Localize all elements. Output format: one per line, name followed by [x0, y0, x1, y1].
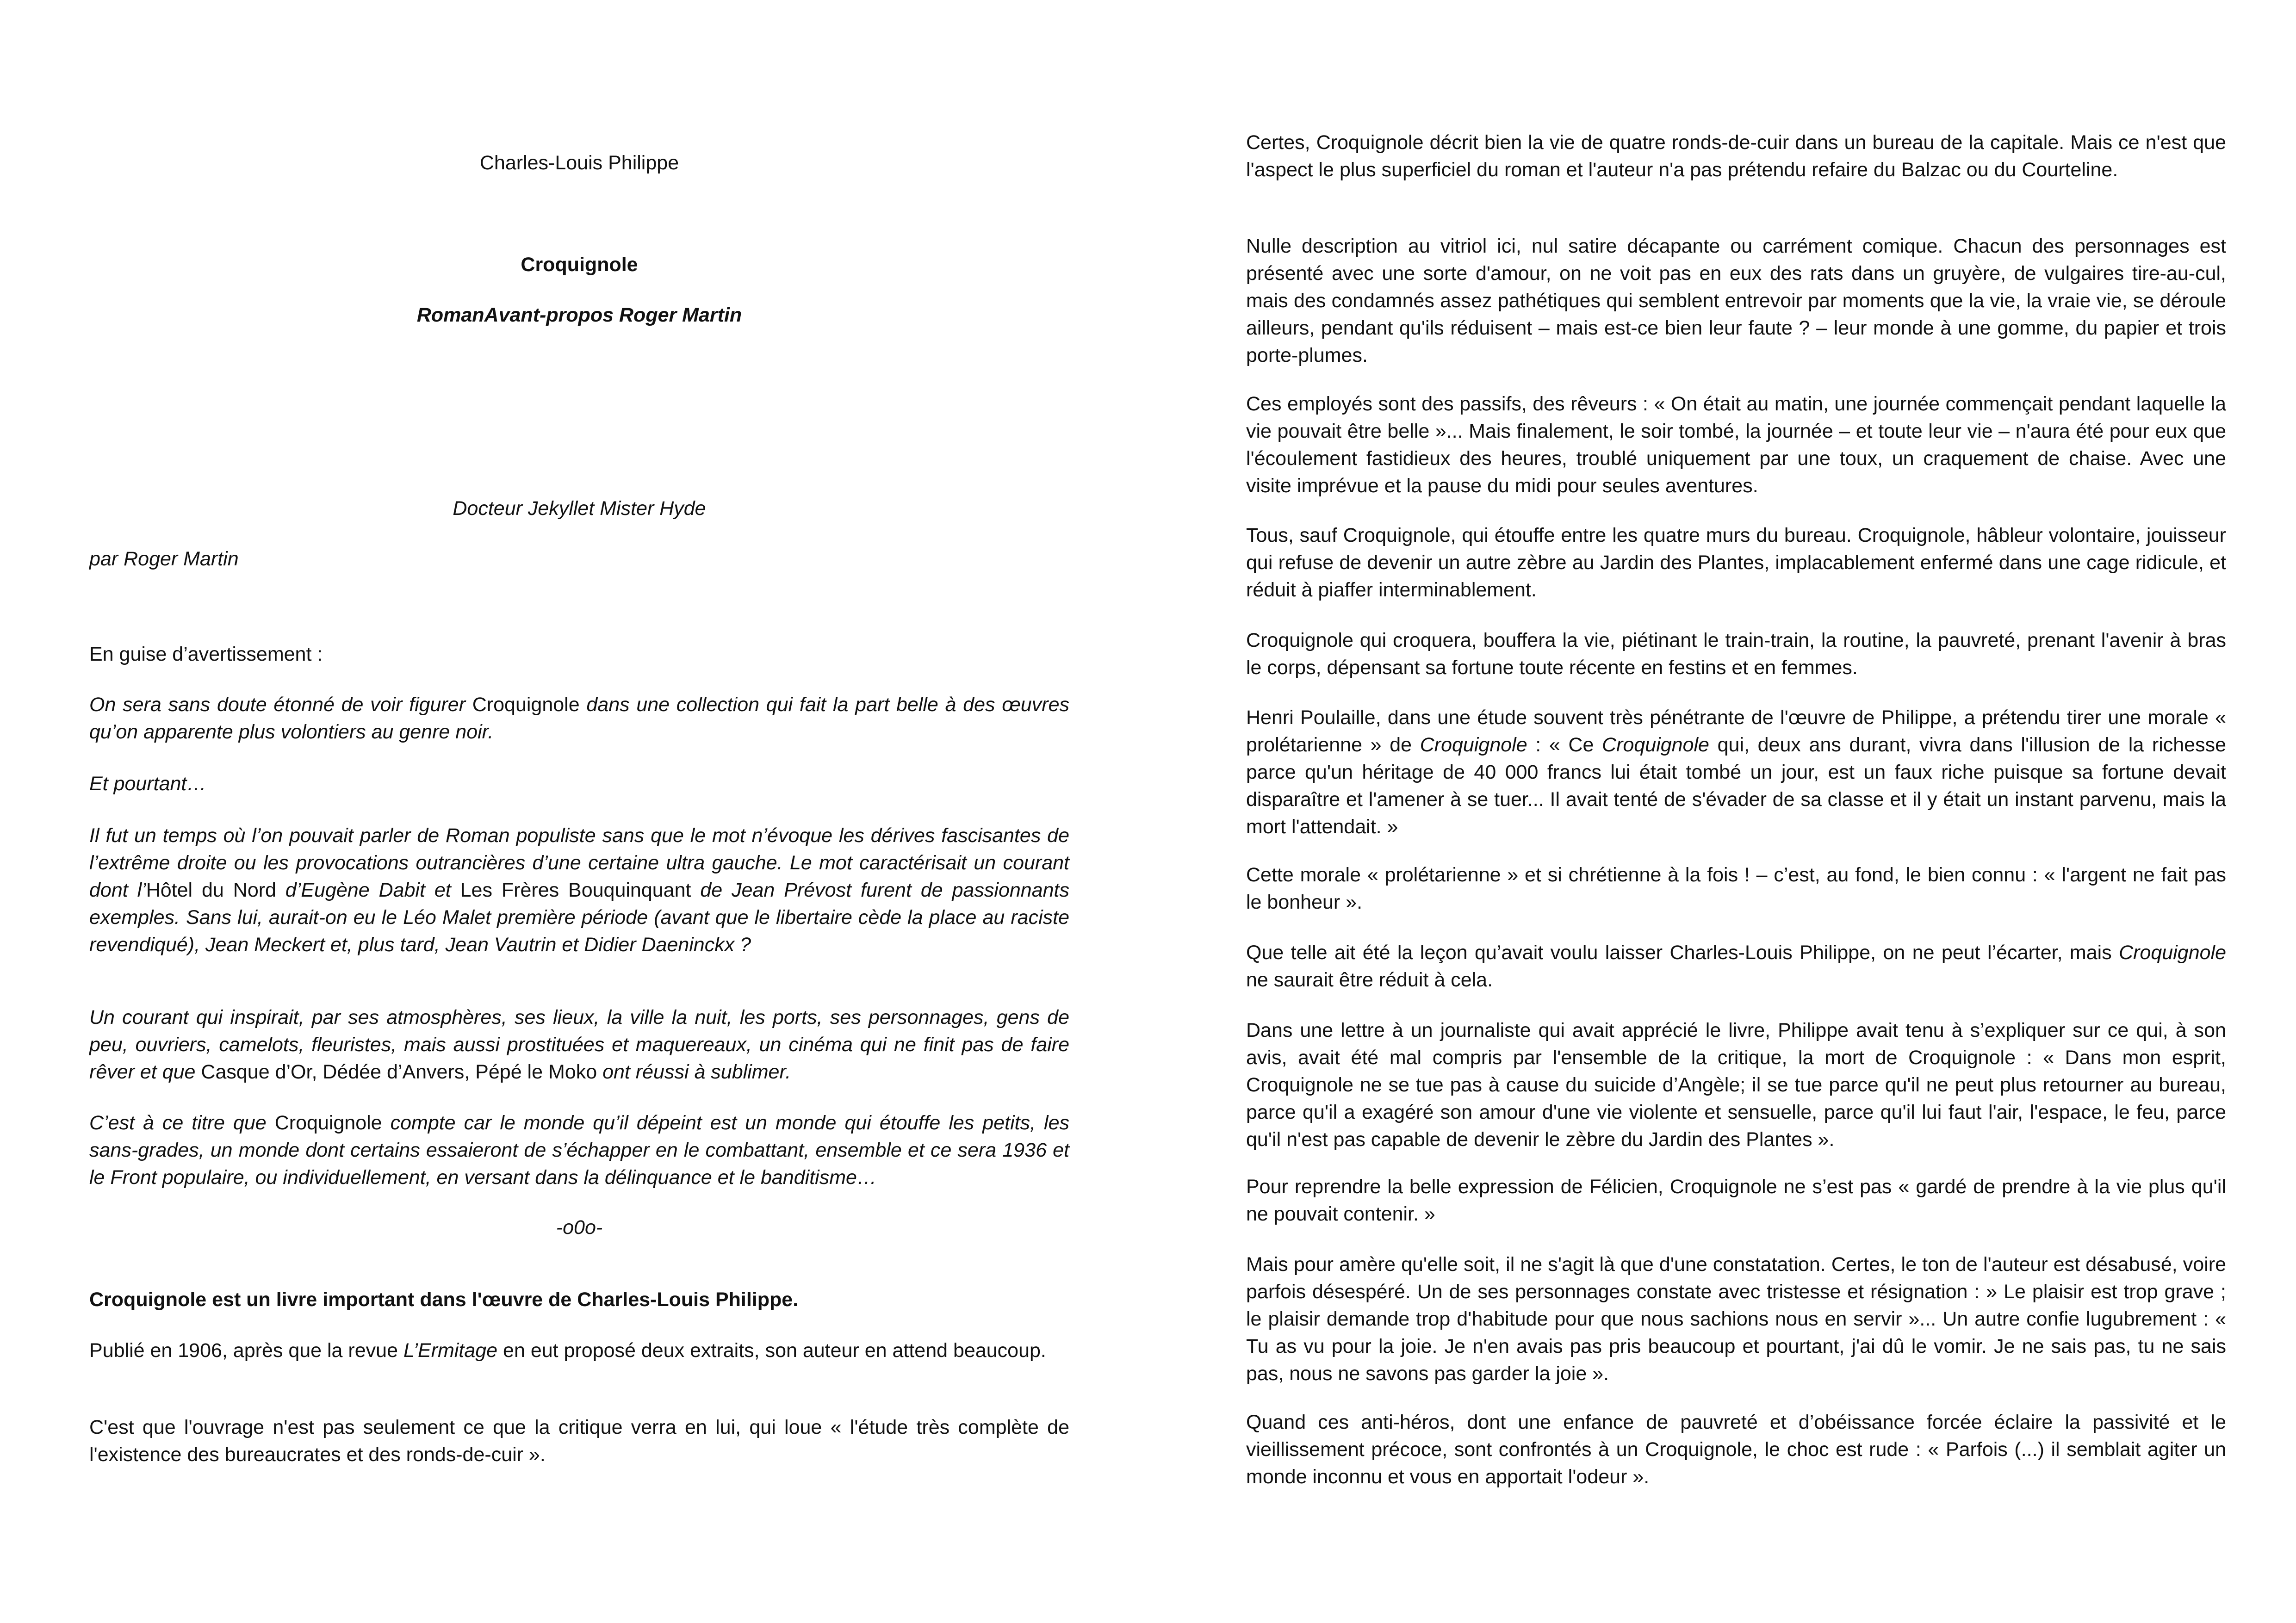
paragraph-r2: Nulle description au vitriol ici, nul satire décapante ou carrément comique. Chacun des personnages est présenté avec une sorte d'amour, on ne voit pas en eux des rats dans un gruyère, de vulgaires tire-au-cul, mais des condamnés assez pathétiques qui semblent entrevoir par moments que la vie, la vraie vie, se déroule ailleurs, pendant qu'ils réduisent – mais est-ce bien leur faute ? – leur monde à une gomme, du papier et trois porte-plumes.	[1246, 235, 2226, 366]
text-run: en eut proposé deux extraits, son auteur en attend beaucoup.	[497, 1339, 1046, 1362]
paragraph-3	[89, 822, 1069, 959]
text-run: Publié en 1906, après que la revue	[89, 1339, 403, 1362]
text-run: L’Ermitage	[403, 1339, 498, 1362]
text-run: qui, deux ans durant, vivra dans l'illusion de la richesse parce qu'un héritage de 40 000 francs lui était tombé un jour, est un faux riche puisque sa fortune devait disparaître et l'amener à se tuer... Il avait tenté de s'évader de sa classe et il y était un instant parvenu, mais la mort l'attendait. »	[1246, 734, 2227, 838]
paragraph-r7: Cette morale « prolétarienne » et si chrétienne à la fois ! – c’est, au fond, le bien connu : « l'argent ne fait pas le bonheur ».	[1246, 864, 2226, 913]
paragraph-r8	[1246, 939, 2226, 994]
text-run: Que telle ait été la leçon qu’avait voulu laisser Charles-Louis Philippe, on ne peut l’écarter, mais	[1246, 942, 2119, 964]
paragraph-r6	[1246, 704, 2226, 841]
paragraph-r12: Quand ces anti-héros, dont une enfance de pauvreté et d’obéissance forcée éclaire la passivité et le vieillissement précoce, sont confrontés à un Croquignole, le choc est rude : « Parfois (...) il semblait agiter un monde inconnu et vous en apportait l'odeur ».	[1246, 1411, 2226, 1488]
foreword-heading: En guise d’avertissement :	[89, 643, 323, 665]
author-name: Charles-Louis Philippe	[479, 152, 679, 174]
text-run: Henri Poulaille, dans une étude souvent très pénétrante de l'œuvre de Philippe, a prétendu tirer une morale « prolétarienne » de	[1246, 706, 2226, 756]
series-title: Docteur Jekyllet Mister Hyde	[453, 497, 706, 520]
paragraph-r10: Pour reprendre la belle expression de Félicien, Croquignole ne s’est pas « gardé de prendre à la vie plus qu'il ne pouvait contenir. »	[1246, 1176, 2226, 1225]
paragraph-5	[89, 1109, 1069, 1191]
paragraph-6	[89, 1337, 1069, 1364]
section-separator: -o0o-	[556, 1216, 603, 1239]
text-run: Croquignole	[1420, 734, 1527, 756]
paragraph-4	[89, 1004, 1069, 1086]
bold-statement: Croquignole est un livre important dans l'œuvre de Charles-Louis Philippe.	[89, 1288, 799, 1311]
text-run: compte car le monde qu’il dépeint est un monde qui étouffe les petits, les sans-grades, un monde dont certains essaieront de s’échapper en le combattant, ensemble et ce sera 1936 et le Front populaire, ou individuellement, en versant dans la délinquance et le banditisme…	[89, 1112, 1069, 1189]
paragraph-r3: Ces employés sont des passifs, des rêveurs : « On était au matin, une journée commençait pendant laquelle la vie pouvait être belle »... Mais finalement, le soir tombé, la journée – et toute leur vie – n'aura été pour eux que l'écoulement fastidieux des heures, troublé uniquement par une toux, un craquement de chaise. Avec une visite imprévue et la pause du midi pour seules aventures.	[1246, 393, 2226, 497]
text-run: ne saurait être réduit à cela.	[1246, 969, 1493, 991]
paragraph-r1: Certes, Croquignole décrit bien la vie de quatre ronds-de-cuir dans un bureau de la capitale. Mais ce n'est que l'aspect le plus superficiel du roman et l'auteur n'a pas prétendu refaire du Balzac ou du Courteline.	[1246, 131, 2226, 181]
text-run: d’Eugène Dabit et	[276, 879, 460, 901]
paragraph-r5: Croquignole qui croquera, bouffera la vie, piétinant le train-train, la routine, la pauvreté, prenant l'avenir à bras le corps, dépensant sa fortune toute récente en festins et en femmes.	[1246, 629, 2226, 679]
text-run: Casque d’Or, Dédée d’Anvers, Pépé le Moko	[201, 1061, 597, 1083]
text-run: C’est à ce titre que	[89, 1112, 275, 1134]
text-run: On sera sans doute étonné de voir figurer	[89, 694, 472, 716]
paragraph-r11: Mais pour amère qu'elle soit, il ne s'agit là que d'une constatation. Certes, le ton de l'auteur est désabusé, voire parfois désespéré. Un de ses personnages constate avec tristesse et résignation : » Le plaisir est trop grave ; le plaisir demande trop d'habitude pour que nous sachions nous en servir »... Un autre confie lugubrement : « Tu as vu pour la joie. Je n'en avais pas pris beaucoup et pourtant, j'ai dû le vomir. Je ne sais pas, tu ne sais pas, nous ne savons pas garder la joie ».	[1246, 1253, 2226, 1385]
book-title: Croquignole	[521, 254, 638, 276]
byline: par Roger Martin	[89, 548, 239, 570]
text-run: Un courant qui inspirait, par ses atmosphères, ses lieux, la ville la nuit, les ports, ses personnages, gens de peu, ouvriers, camelots, fleuristes, mais aussi prostituées et maquereaux, un cinéma qui ne finit pas de faire rêver et que	[89, 1006, 1069, 1083]
text-run: Croquignole	[472, 694, 580, 716]
text-run: Croquignole	[2119, 942, 2226, 964]
text-run: dans une collection qui fait la part belle à des œuvres qu’on apparente plus volontiers au genre noir.	[89, 694, 1069, 743]
paragraph-7: C'est que l'ouvrage n'est pas seulement ce que la critique verra en lui, qui loue « l'étude très complète de l'existence des bureaucrates et des ronds-de-cuir ».	[89, 1416, 1069, 1466]
text-run: Les Frères Bouquinquant	[460, 879, 691, 901]
book-subtitle: RomanAvant-propos Roger Martin	[416, 304, 742, 326]
text-run: Croquignole	[1602, 734, 1709, 756]
text-run: Croquignole	[274, 1112, 382, 1134]
text-run: : « Ce	[1527, 734, 1602, 756]
text-run: Hôtel du Nord	[146, 879, 276, 901]
paragraph-1	[89, 691, 1069, 746]
paragraph-2: Et pourtant…	[89, 773, 207, 795]
text-run: ont réussi à sublimer.	[597, 1061, 791, 1083]
paragraph-r4: Tous, sauf Croquignole, qui étouffe entre les quatre murs du bureau. Croquignole, hâbleur volontaire, jouisseur qui refuse de devenir un autre zèbre au Jardin des Plantes, implacablement enfermé dans une cage ridicule, et réduit à piaffer interminablement.	[1246, 524, 2226, 601]
text-run: Il fut un temps où l’on pouvait parler de Roman populiste sans que le mot n’évoque les dérives fascisantes de l’extrême droite ou les provocations outrancières d’une certaine ultra gauche. Le mot caractérisait un courant dont l’	[89, 824, 1069, 901]
paragraph-r9: Dans une lettre à un journaliste qui avait apprécié le livre, Philippe avait tenu à s’expliquer sur ce qui, à son avis, avait été mal compris par l'ensemble de la critique, la mort de Croquignole : « Dans mon esprit, Croquignole ne se tue pas à cause du suicide d’Angèle; il se tue parce qu'il ne peut plus retourner au bureau, parce qu'il a exagéré son amour d'une vie violente et sensuelle, parce qu'il lui faut l'air, l'espace, le feu, parce qu'il n'est pas capable de devenir le zèbre du Jardin des Plantes ».	[1246, 1019, 2226, 1151]
text-run: de Jean Prévost furent de passionnants exemples. Sans lui, aurait-on eu le Léo Malet première période (avant que le libertaire cède la place au raciste revendiqué), Jean Meckert et, plus tard, Jean Vautrin et Didier Daeninckx ?	[89, 879, 1069, 956]
